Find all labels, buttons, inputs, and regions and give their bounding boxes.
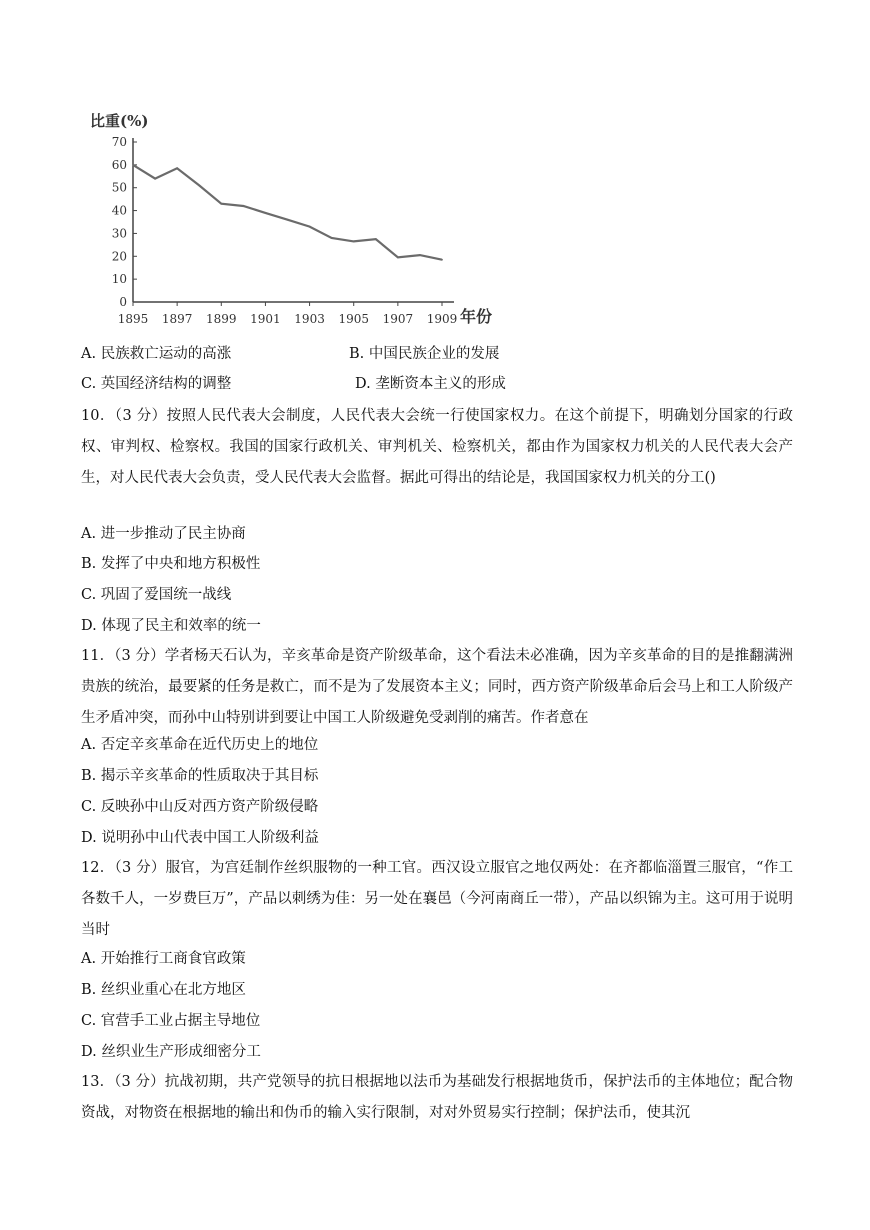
y-tick-label: 0: [119, 295, 127, 309]
data-point: [242, 205, 244, 207]
chart-axes: [133, 138, 454, 302]
q12-option-c[interactable]: C. 官营手工业占据主导地位: [81, 1013, 261, 1029]
x-tick-label: 1909: [426, 312, 458, 326]
q10-stem: 10．（3 分）按照人民代表大会制度，人民代表大会统一行使国家权力。在这个前提下，明确划分国家的行政权、审判权、检察权。我国的国家行政机关、审判机关、检察机关，都由作为国家权力机关的人民代表大会产生，对人民代表大会负责，受人民代表大会监督。据此可得出的结论是，我国国家权力机关的分工(): [81, 408, 793, 486]
q10-option-c[interactable]: C. 巩固了爱国统一战线: [81, 587, 232, 603]
q9-option-b[interactable]: B. 中国民族企业的发展: [349, 346, 500, 362]
y-tick-label: 40: [111, 203, 127, 218]
x-tick-label: 1899: [206, 312, 237, 326]
y-tick-label: 20: [111, 249, 127, 264]
y-tick-label: 10: [111, 272, 127, 287]
y-tick-label: 60: [111, 157, 127, 172]
data-point: [331, 237, 333, 239]
data-point: [419, 254, 421, 256]
q12-option-b[interactable]: B. 丝织业重心在北方地区: [81, 982, 246, 998]
data-point: [309, 226, 311, 228]
q11-option-d[interactable]: D. 说明孙中山代表中国工人阶级利益: [81, 830, 319, 846]
q12-stem: 12．（3 分）服官，为宫廷制作丝织服物的一种工官。西汉设立服官之地仅两处：在齐都临淄置三服官，“作工各数千人，一岁费巨万”，产品以刺绣为佳：另一处在襄邑（今河南商丘一带），产品以织锦为主。这可用于说明当时: [81, 860, 793, 938]
x-axis-label: 年份: [460, 307, 493, 326]
data-point: [132, 164, 134, 166]
data-point: [154, 178, 156, 180]
data-point: [375, 238, 377, 240]
y-axis-label: 比重(%): [90, 112, 149, 130]
data-point: [441, 259, 443, 261]
q10-option-a[interactable]: A. 进一步推动了民主协商: [81, 526, 246, 542]
data-point: [198, 185, 200, 187]
q12-option-d[interactable]: D. 丝织业生产形成细密分工: [81, 1044, 261, 1060]
q11-stem: 11．（3 分）学者杨天石认为，辛亥革命是资产阶级革命，这个看法未必准确，因为辛亥革命的目的是推翻满洲贵族的统治，最要紧的任务是救亡，而不是为了发展资本主义；同时，西方资产阶级革命后会马上和工人阶级产生矛盾冲突，而孙中山特别讲到要让中国工人阶级避免受剥削的痛苦。作者意在: [81, 648, 793, 726]
data-point: [397, 257, 399, 259]
q12-option-a[interactable]: A. 开始推行工商食官政策: [81, 951, 246, 967]
y-tick-label: 70: [111, 135, 127, 149]
x-tick-label: 1903: [294, 312, 325, 326]
data-point: [287, 219, 289, 221]
q9-option-c[interactable]: C. 英国经济结构的调整: [81, 376, 232, 392]
x-tick-label: 1897: [161, 312, 193, 326]
x-tick-label: 1905: [338, 312, 369, 326]
q11-option-c[interactable]: C. 反映孙中山反对西方资产阶级侵略: [81, 799, 319, 815]
q10-option-b[interactable]: B. 发挥了中央和地方积极性: [81, 556, 261, 572]
q10-option-d[interactable]: D. 体现了民主和效率的统一: [81, 618, 261, 634]
line-chart: [78, 100, 518, 335]
series-line: [133, 165, 442, 260]
data-points: [132, 164, 443, 261]
data-point: [265, 212, 267, 214]
chart-ticks: [112, 135, 458, 326]
q9-option-d[interactable]: D. 垄断资本主义的形成: [355, 376, 506, 392]
data-point: [353, 241, 355, 243]
x-tick-label: 1907: [382, 312, 414, 326]
q11-option-b[interactable]: B. 揭示辛亥革命的性质取决于其目标: [81, 768, 319, 784]
chart-svg: [78, 100, 518, 335]
data-point: [176, 167, 178, 169]
y-tick-label: 30: [111, 226, 127, 241]
q13-stem: 13．（3 分）抗战初期，共产党领导的抗日根据地以法币为基础发行根据地货币，保护法币的主体地位；配合物资战，对物资在根据地的输出和伪币的输入实行限制，对对外贸易实行控制；保护法币，使其沉: [81, 1074, 793, 1121]
data-point: [220, 203, 222, 205]
y-tick-label: 50: [111, 180, 127, 195]
q11-option-a[interactable]: A. 否定辛亥革命在近代历史上的地位: [81, 737, 319, 753]
x-tick-label: 1895: [117, 312, 149, 326]
q9-option-a[interactable]: A. 民族救亡运动的高涨: [81, 346, 232, 362]
x-tick-label: 1901: [250, 312, 281, 326]
